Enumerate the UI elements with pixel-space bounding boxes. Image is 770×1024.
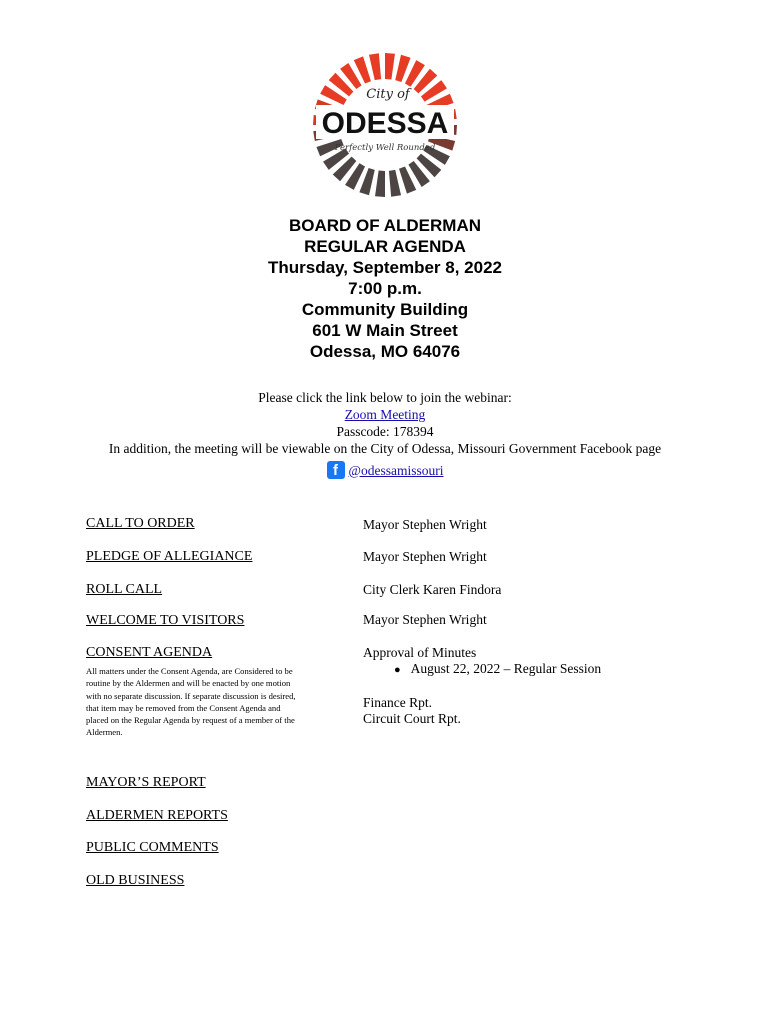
meeting-date: Thursday, September 8, 2022 — [267, 258, 502, 277]
mayors-report-label: MAYOR’S REPORT — [86, 775, 206, 790]
odessa-sunburst-logo — [310, 50, 460, 200]
public-comments-label: PUBLIC COMMENTS — [86, 840, 219, 855]
logo-ray — [385, 53, 395, 79]
logo-ray — [375, 171, 385, 197]
webinar-info — [0, 389, 770, 479]
call-to-order-label: CALL TO ORDER — [86, 516, 195, 531]
city-logo — [310, 50, 460, 200]
webinar-intro: Please click the link below to join the webinar: — [258, 390, 512, 405]
logo-tagline: Perfectly Well Rounded — [334, 143, 436, 153]
pledge-presenter: Mayor Stephen Wright — [363, 549, 487, 564]
meeting-city: Odessa, MO 64076 — [309, 342, 461, 361]
welcome-presenter: Mayor Stephen Wright — [363, 612, 487, 627]
zoom-meeting-link[interactable]: Zoom Meeting — [344, 407, 426, 422]
old-business-label: OLD BUSINESS — [86, 873, 185, 888]
logo-ray — [369, 53, 381, 80]
circuit-court-report: Circuit Court Rpt. — [363, 711, 461, 726]
minutes-bullet — [394, 661, 601, 677]
pledge-label: PLEDGE OF ALLEGIANCE — [86, 549, 253, 564]
passcode: Passcode: 178394 — [336, 424, 434, 439]
agenda-type: REGULAR AGENDA — [304, 237, 466, 256]
approval-of-minutes: Approval of Minutes — [363, 645, 477, 660]
facebook-handle-link[interactable]: @odessamissouri — [348, 462, 444, 478]
welcome-label: WELCOME TO VISITORS — [86, 613, 245, 628]
call-to-order-presenter: Mayor Stephen Wright — [363, 517, 487, 532]
minutes-item: August 22, 2022 – Regular Session — [410, 661, 602, 676]
bullet-icon: ● — [394, 664, 401, 676]
meeting-time: 7:00 p.m. — [348, 279, 422, 298]
consent-agenda-note: All matters under the Consent Agenda, are Considered to be routine by the Aldermen and will be enacted by one motion with no separate discussion. If separate discussion is desired, that item may be removed from the Consent Agenda and placed on the Regular Agenda by request of a member of the Aldermen. — [86, 666, 296, 738]
roll-call-presenter: City Clerk Karen Findora — [363, 582, 502, 597]
logo-ray — [389, 170, 401, 197]
logo-city-of: City of — [366, 87, 410, 102]
facebook-note: In addition, the meeting will be viewable on the City of Odessa, Missouri Government Facebook page — [108, 441, 662, 456]
meeting-venue: Community Building — [301, 300, 469, 319]
aldermen-reports-label: ALDERMEN REPORTS — [86, 808, 228, 823]
finance-report: Finance Rpt. — [363, 695, 432, 710]
board-title: BOARD OF ALDERMAN — [288, 216, 482, 235]
meeting-header — [0, 215, 770, 362]
logo-name: ODESSA — [321, 107, 449, 140]
consent-agenda-label: CONSENT AGENDA — [86, 645, 213, 660]
roll-call-label: ROLL CALL — [86, 582, 163, 597]
meeting-street: 601 W Main Street — [312, 321, 458, 340]
facebook-icon[interactable]: f — [327, 461, 345, 479]
